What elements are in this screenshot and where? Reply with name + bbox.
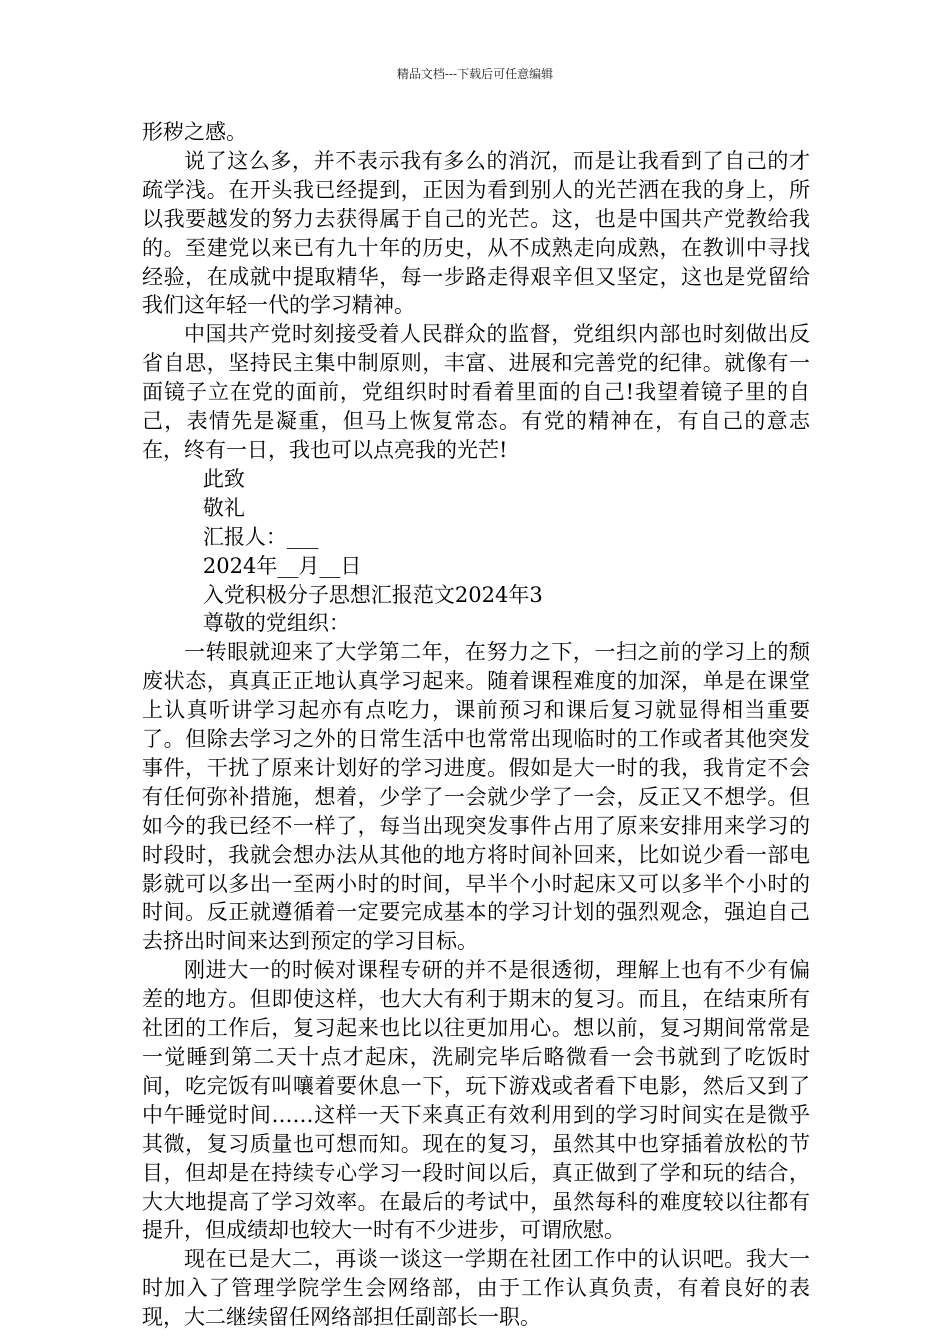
paragraph: 一转眼就迎来了大学第二年，在努力之下，一扫之前的学习上的颓废状态，真真正正地认真学习起来。随着课程难度的加深，单是在课堂上认真听讲学习起亦有点吃力，课前预习和课后复习就显得相当重要了。但除去学习之外的日常生活中也常常出现临时的工作或者其他突发事件，干扰了原来计划好的学习进度。假如是大一时的我，我肯定不会有任何弥补措施，想着，少学了一会就少学了一会，反正又不想学。但如今的我已经不一样了，每当出现突发事件占用了原来安排用来学习的时段时，我就会想办法从其他的地方将时间补回来，比如说少看一部电影就可以多出一至两小时的时间，早半个小时起床又可以多半个小时的时间。反正就遵循着一定要完成基本的学习计划的强烈观念，强迫自己去挤出时间来达到预定的学习目标。	[142, 640, 810, 954]
page-header: 精品文档---下载后可任意编辑	[396, 67, 554, 81]
section-title: 入党积极分子思想汇报范文2024年3	[202, 582, 543, 607]
paragraph: 说了这么多，并不表示我有多么的消沉，而是让我看到了自己的才疏学浅。在开头我已经提到，正因为看到别人的光芒洒在我的身上，所以我要越发的努力去获得属于自己的光芒。这，也是中国共产党教给我的。至建党以来已有九十年的历史，从不成熟走向成熟，在教训中寻找经验，在成就中提取精华，每一步路走得艰辛但又坚定，这也是党留给我们这年轻一代的学习精神。	[142, 148, 810, 318]
greeting: 尊敬的党组织：	[202, 611, 350, 636]
paragraph: 现在已是大二，再谈一谈这一学期在社团工作中的认识吧。我大一时加入了管理学院学生会网络部，由于工作认真负责，有着良好的表现，大二继续留任网络部担任副部长一职。	[142, 1247, 810, 1330]
closing-salutation: 此致	[202, 466, 245, 491]
closing-regards: 敬礼	[202, 495, 245, 520]
paragraph-continuation: 形秽之感。	[142, 120, 247, 144]
paragraph: 中国共产党时刻接受着人民群众的监督，党组织内部也时刻做出反省自思，坚持民主集中制原则，丰富、进展和完善党的纪律。就像有一面镜子立在党的面前，党组织时时看着里面的自己!我望着镜子里的自己，表情先是凝重，但马上恢复常态。有党的精神在，有自己的意志在，终有一日，我也可以点亮我的光芒!	[142, 322, 810, 462]
document-body	[142, 118, 810, 1332]
date-line: 2024年__月__日	[202, 553, 362, 578]
paragraph: 刚进大一的时候对课程专研的并不是很透彻，理解上也有不少有偏差的地方。但即使这样，也大大有利于期末的复习。而且，在结束所有社团的工作后，复习起来也比以往更加用心。想以前，复习期间常常是一觉睡到第二天十点才起床，洗刷完毕后略微看一会书就到了吃饭时间，吃完饭有叫嚷着要休息一下，玩下游戏或者看下电影，然后又到了中午睡觉时间……这样一天下来真正有效利用到的学习时间实在是微乎其微，复习质量也可想而知。现在的复习，虽然其中也穿插着放松的节目，但却是在持续专心学习一段时间以后，真正做到了学和玩的结合，大大地提高了学习效率。在最后的考试中，虽然每科的难度较以往都有提升，但成绩却也较大一时有不少进步，可谓欣慰。	[142, 958, 810, 1243]
reporter-line: 汇报人：___	[202, 524, 319, 549]
